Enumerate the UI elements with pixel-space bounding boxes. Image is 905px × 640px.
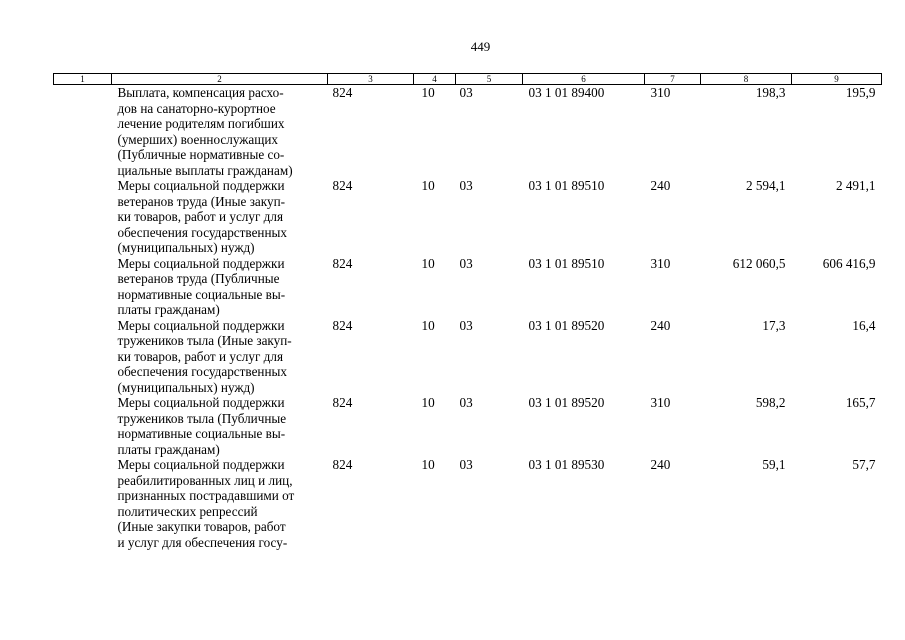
page-number: 449 [470,39,491,54]
column-header: 5 [456,74,523,85]
column-header: 3 [328,74,414,85]
target-article-code: 03 1 01 89400 [528,85,605,100]
expense-type-code: 240 [650,178,671,193]
amount-col9: 606 416,9 [822,255,876,271]
expense-type-code: 310 [650,85,671,100]
table-row [54,457,882,550]
cell-col1 [54,256,112,318]
amount-col8: 598,2 [755,395,786,410]
section-code: 10 [421,457,435,472]
table-row [54,395,882,457]
description-line: лечение родителям погибших [117,116,285,131]
description-line: ки товаров, работ и услуг для [117,209,284,224]
amount-col9: 2 491,1 [835,178,876,193]
amount-col8: 59,1 [762,457,786,472]
column-header: 4 [414,74,456,85]
description-line: обеспечения государственных [117,224,287,240]
subsection-code: 03 [459,255,473,271]
description-line: Меры социальной поддержки [117,255,285,271]
description-line: (Иные закупки товаров, работ [117,519,286,534]
description-line: тружеников тыла (Иные закуп- [117,333,292,348]
ministry-code: 824 [332,457,353,472]
table-header [54,74,882,85]
description-line: и услуг для обеспечения госу- [117,534,288,550]
description-line: дов на санаторно-курортное [117,100,276,116]
table-row [54,85,882,179]
description-line: обеспечения государственных [117,364,287,379]
cell-col1 [54,318,112,396]
description-cell [112,85,328,179]
description-cell [112,457,328,550]
target-article-code: 03 1 01 89520 [528,317,605,333]
cell-col1 [54,457,112,550]
description-cell [112,318,328,396]
ministry-code: 824 [332,395,353,410]
section-code: 10 [421,85,435,100]
table-row [54,178,882,256]
description-line: реабилитированных лиц и лиц, [117,472,293,488]
description-line: Меры социальной поддержки [117,457,285,472]
ministry-code: 824 [332,85,353,100]
column-header: 8 [701,74,792,85]
description-line: платы гражданам) [117,441,220,457]
column-header: 2 [112,74,328,85]
description-line: (Публичные нормативные со- [117,147,285,162]
description-line: нормативные социальные вы- [117,426,286,441]
cell-col1 [54,178,112,256]
description-cell [112,178,328,256]
target-article-code: 03 1 01 89520 [528,395,605,410]
subsection-code: 03 [459,317,473,333]
ministry-code: 824 [332,255,353,271]
amount-col8: 17,3 [762,317,786,333]
amount-col9: 195,9 [845,85,876,100]
header-row [54,74,882,85]
description-line: Меры социальной поддержки [117,395,285,410]
table-body [54,85,882,551]
table-row [54,318,882,396]
amount-col8: 2 594,1 [745,178,786,193]
description-line: (умерших) военнослужащих [117,131,279,147]
expense-type-code: 310 [650,255,671,271]
ministry-code: 824 [332,317,353,333]
amount-col9: 57,7 [852,457,876,472]
section-code: 10 [421,395,435,410]
budget-table [53,73,882,550]
subsection-code: 03 [459,457,473,472]
cell-col1 [54,85,112,179]
target-article-code: 03 1 01 89530 [528,457,605,472]
column-header: 1 [54,74,112,85]
subsection-code: 03 [459,395,473,410]
description-line: ветеранов труда (Иные закуп- [117,193,286,209]
amount-col8: 198,3 [755,85,786,100]
expense-type-code: 310 [650,395,671,410]
section-code: 10 [421,255,435,271]
column-header: 6 [523,74,645,85]
subsection-code: 03 [459,85,473,100]
column-header: 9 [792,74,882,85]
description-line: Меры социальной поддержки [117,178,285,193]
expense-type-code: 240 [650,317,671,333]
description-line: Меры социальной поддержки [117,317,285,333]
description-line: ки товаров, работ и услуг для [117,348,284,364]
cell-col1 [54,395,112,457]
column-header: 7 [645,74,701,85]
description-cell [112,256,328,318]
amount-col9: 16,4 [852,317,876,333]
description-line: (муниципальных) нужд) [117,240,255,255]
description-line: признанных пострадавшими от [117,488,295,503]
target-article-code: 03 1 01 89510 [528,255,605,271]
description-line: платы гражданам) [117,302,220,317]
description-line: Выплата, компенсация расхо- [117,85,284,100]
description-line: нормативные социальные вы- [117,286,286,302]
table-row [54,256,882,318]
description-line: ветеранов труда (Публичные [117,271,280,286]
amount-col9: 165,7 [845,395,876,410]
description-cell [112,395,328,457]
expense-type-code: 240 [650,457,671,472]
subsection-code: 03 [459,178,473,193]
description-line: (муниципальных) нужд) [117,379,255,395]
description-line: политических репрессий [117,503,258,519]
section-code: 10 [421,178,435,193]
section-code: 10 [421,317,435,333]
description-line: циальные выплаты гражданам) [117,162,293,178]
target-article-code: 03 1 01 89510 [528,178,605,193]
amount-col8: 612 060,5 [732,255,786,271]
ministry-code: 824 [332,178,353,193]
description-line: тружеников тыла (Публичные [117,410,287,426]
